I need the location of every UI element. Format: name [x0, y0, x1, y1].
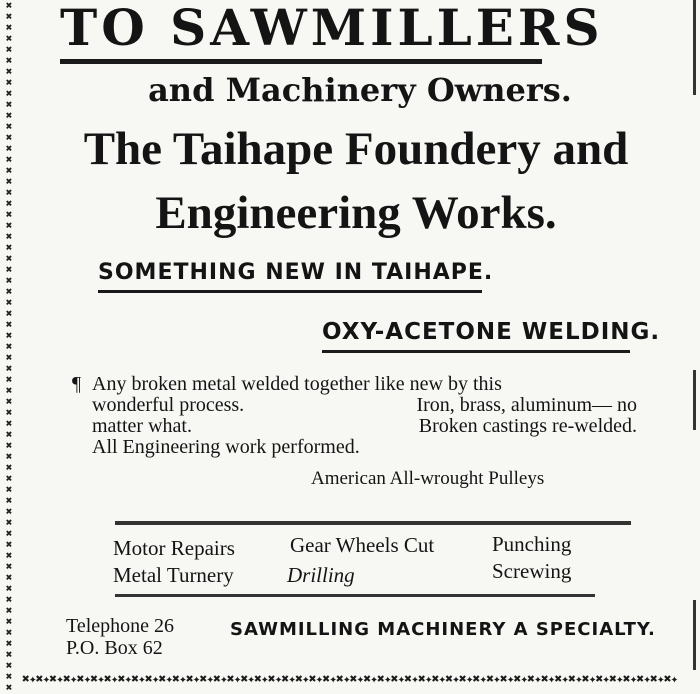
border-ornament: ✖ [5, 142, 13, 155]
border-ornament: ✖ [5, 615, 13, 628]
border-ornament: ✖ [5, 219, 13, 232]
border-ornament: ✖ [5, 54, 13, 67]
border-ornament: ✖ [5, 252, 13, 265]
border-ornament: ✖ [5, 406, 13, 419]
border-ornament: ✖ [5, 681, 13, 694]
body-phrase: Iron, brass, aluminum— no [416, 394, 637, 416]
contact-block [66, 615, 174, 659]
border-ornament: ✖ [5, 87, 13, 100]
bottom-ornamental-border: ✖✦✖✦✖✦✖✦✖✦✖✦✖✦✖✦✖✦✖✦✖✦✖✦✖✦✖✦✖✦✖✦✖✦✖✦✖✦✖✦✖✦✖✦✖✦✖✦✖✦✖✦✖✦✖✦✖✦✖✦✖✦✖✦✖✦✖✦✖✦✖✦✖✦✖✦✖✦✖✦✖✦✖✦✖✦✖✦✖✦✖✦✖✦✖✦ [22, 672, 678, 687]
border-ornament: ✖ [5, 461, 13, 474]
company-name-line-1: The Taihape Foundery and [83, 123, 629, 175]
service-gear-wheels: Gear Wheels Cut [290, 533, 435, 557]
body-line [92, 374, 637, 395]
border-ornament: ✖ [5, 76, 13, 89]
border-ornament: ✖ [5, 362, 13, 375]
body-line [92, 395, 637, 416]
body-copy [92, 374, 637, 458]
pulleys-line: American All-wrought Pulleys [311, 468, 545, 489]
border-ornament: ✖ [5, 10, 13, 23]
border-ornament: ✖ [5, 472, 13, 485]
border-ornament: ✖ [5, 197, 13, 210]
border-ornament: ✖ [5, 538, 13, 551]
border-ornament: ✖ [5, 439, 13, 452]
border-ornament: ✖ [5, 329, 13, 342]
service-punching: Punching [492, 532, 572, 556]
headline: TO SAWMILLERS [60, 0, 604, 57]
headline-rule [60, 59, 542, 64]
border-ornament: ✖ [5, 120, 13, 133]
border-ornament: ✖ [5, 164, 13, 177]
body-line [92, 416, 637, 437]
border-ornament: ✖ [5, 373, 13, 386]
border-ornament: ✖ [5, 571, 13, 584]
border-ornament: ✖ [5, 351, 13, 364]
paragraph-mark: ¶ [72, 373, 82, 395]
body-phrase: matter what. [92, 415, 192, 437]
border-ornament: ✖ [5, 43, 13, 56]
border-ornament: ✖ [5, 274, 13, 287]
border-ornament: ✖ [5, 549, 13, 562]
border-ornament: ✖ [5, 296, 13, 309]
border-ornament: ✖ [5, 340, 13, 353]
border-ornament: ✖ [5, 527, 13, 540]
specialty-line: SAWMILLING MACHINERY A SPECIALTY. [230, 619, 656, 640]
announcement: SOMETHING NEW IN TAIHAPE. [98, 260, 494, 285]
border-ornament: ✖ [5, 516, 13, 529]
border-ornament: ✖ [5, 637, 13, 650]
border-ornament: ✖ [5, 626, 13, 639]
po-box: P.O. Box 62 [66, 637, 163, 659]
border-ornament: ✖ [5, 560, 13, 573]
border-ornament: ✖ [5, 241, 13, 254]
border-ornament: ✖ [5, 670, 13, 683]
border-ornament: ✖ [5, 285, 13, 298]
service-motor-repairs: Motor Repairs [113, 536, 235, 560]
border-ornament: ✖ [5, 307, 13, 320]
subline: and Machinery Owners. [148, 71, 572, 109]
border-ornament: ✖ [5, 98, 13, 111]
border-ornament: ✖ [5, 483, 13, 496]
service-heading: OXY-ACETONE WELDING. [322, 319, 661, 345]
border-ornament: ✖ [5, 494, 13, 507]
border-ornament: ✖ [5, 153, 13, 166]
border-ornament: ✖ [5, 582, 13, 595]
body-phrase: wonderful process. [92, 394, 245, 416]
border-ornament: ✖ [5, 0, 13, 12]
border-ornament: ✖ [5, 648, 13, 661]
border-ornament: ✖ [5, 450, 13, 463]
border-ornament: ✖ [5, 186, 13, 199]
border-ornament: ✖ [5, 230, 13, 243]
service-metal-turnery: Metal Turnery [113, 563, 234, 587]
border-ornament: ✖ [5, 21, 13, 34]
border-ornament: ✖ [5, 32, 13, 45]
services-top-rule [115, 521, 631, 525]
service-heading-underline [322, 350, 630, 353]
telephone: Telephone 26 [66, 615, 175, 637]
body-phrase: All Engineering work performed. [92, 436, 360, 458]
body-line [92, 437, 637, 458]
border-ornament: ✖ [5, 593, 13, 606]
body-phrase: Any broken metal welded together like new by this [92, 373, 502, 395]
border-ornament: ✖ [5, 395, 13, 408]
service-drilling: Drilling [287, 563, 355, 587]
border-ornament: ✖ [5, 318, 13, 331]
company-name-line-2: Engineering Works. [155, 187, 557, 239]
service-screwing: Screwing [492, 559, 572, 583]
border-ornament: ✖ [5, 417, 13, 430]
border-ornament: ✖ [5, 428, 13, 441]
border-ornament: ✖ [5, 263, 13, 276]
services-bottom-rule [115, 594, 595, 597]
body-phrase: Broken castings re-welded. [418, 415, 637, 437]
border-ornament: ✖ [5, 175, 13, 188]
border-ornament: ✖ [5, 109, 13, 122]
announcement-underline [98, 290, 482, 293]
border-ornament: ✖ [5, 208, 13, 221]
border-ornament: ✖ [5, 65, 13, 78]
border-ornament: ✖ [5, 659, 13, 672]
border-ornament: ✖ [5, 505, 13, 518]
border-ornament: ✖ [5, 384, 13, 397]
border-ornament: ✖ [5, 604, 13, 617]
border-ornament: ✖ [5, 131, 13, 144]
